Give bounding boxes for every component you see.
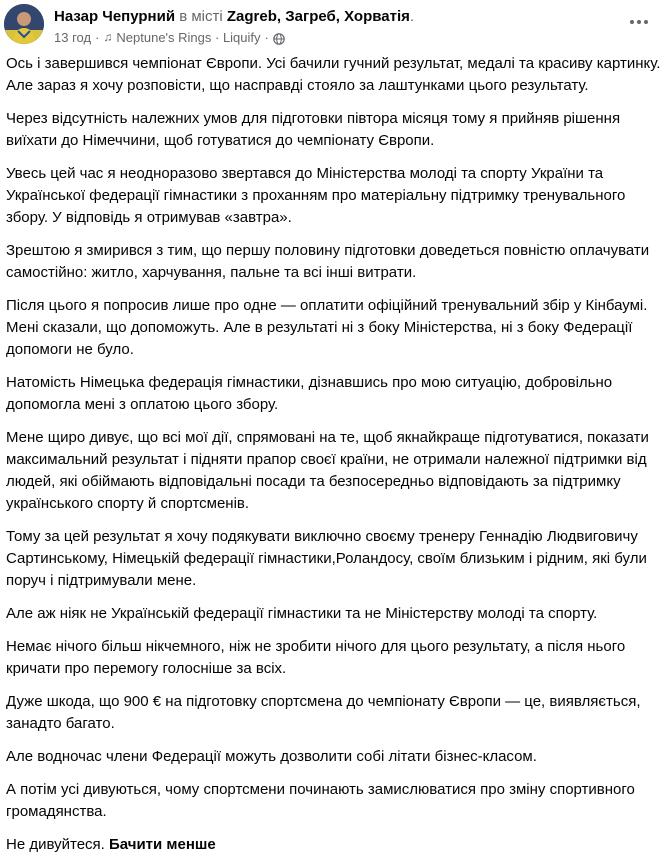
paragraph: А потім усі дивуються, чому спортсмени починають замислюватися про зміну спортивного громадянства. — [6, 781, 635, 820]
paragraph: Немає нічого більш нікчемного, ніж не зробити нічого для цього результату, а після нього кричати про перемогу голосніше за всіх. — [6, 638, 626, 677]
final-line: Не дивуйтеся. — [6, 836, 105, 853]
paragraph: Зрештою я змирився з тим, що першу половину підготовки доведеться повністю оплачувати самостійно: житло, харчування, пальне та всі інші витрати. — [6, 242, 650, 281]
paragraph: Ось і завершився чемпіонат Європи. Усі бачили гучний результат, медалі та красиву картинку. Але зараз я хочу розповісти, що насправді стояло за лаштунками цього результату. — [6, 55, 661, 94]
music-track[interactable]: Neptune's Rings · Liquify — [116, 30, 261, 45]
avatar[interactable] — [4, 4, 44, 44]
paragraph: Мене щиро дивує, що всі мої дії, спрямовані на те, щоб якнайкраще підготуватися, показати максимальний результат і підняти прапор своєї країни, не отримали належної підтримки від людей, які обіймають відповідальні посади та безпосередньо відповідають за підтримку українського спорту й спортсменів. — [6, 429, 649, 512]
author-line — [54, 7, 414, 27]
post-time[interactable]: 13 год — [54, 30, 92, 45]
location-link[interactable]: Zagreb, Загреб, Хорватія — [226, 8, 410, 25]
paragraph: Але аж ніяк не Українській федерації гімнастики та не Міністерству молоді та спорту. — [6, 605, 598, 622]
separator-dot-2: · — [264, 30, 269, 45]
final-paragraph — [6, 834, 661, 856]
music-note-icon: ♫ — [103, 30, 113, 44]
see-less-button[interactable]: Бачити менше — [109, 836, 216, 853]
paragraph: Після цього я попросив лише про одне — оплатити офіційний тренувальний збір у Кінбаумі. Мені сказали, що допоможуть. Але в результаті ні з боку Міністерства, ні з боку Федерації допомоги не було. — [6, 297, 648, 358]
paragraph: Але водночас члени Федерації можуть дозволити собі літати бізнес-класом. — [6, 748, 537, 765]
globe-icon[interactable] — [273, 32, 285, 44]
paragraph: Натомість Німецька федерація гімнастики, дізнавшись про мою ситуацію, добровільно допомогла мені з оплатою цього збору. — [6, 374, 613, 413]
paragraph: Увесь цей час я неодноразово звертався до Міністерства молоді та спорту України та Української федерації гімнастики з проханням про матеріальну підтримку тренувального збору. У відповідь я отримував «завтра». — [6, 165, 626, 226]
separator-dot: · — [95, 30, 100, 45]
author-name[interactable]: Назар Чепурний — [54, 8, 176, 25]
post-body — [6, 53, 661, 856]
avatar-photo — [4, 4, 44, 44]
more-options-icon[interactable] — [625, 12, 653, 32]
post-meta — [54, 29, 285, 46]
paragraph: Дуже шкода, що 900 € на підготовку спортсмена до чемпіонату Європи — це, виявляється, занадто багато. — [6, 693, 641, 732]
location-end: . — [409, 8, 415, 25]
paragraph: Через відсутність належних умов для підготовки півтора місяця тому я прийняв рішення виїхати до Німеччини, щоб готуватися до чемпіонату Європи. — [6, 110, 621, 149]
in-city-text: в місті — [179, 8, 223, 25]
paragraph: Тому за цей результат я хочу подякувати виключно своєму тренеру Геннадію Людвиговичу Сартинському, Німецькій федерації гімнастики,Роландосу, своїм близьким і рідним, які були поруч і підтримували мене. — [6, 528, 647, 589]
post-header — [0, 0, 665, 52]
